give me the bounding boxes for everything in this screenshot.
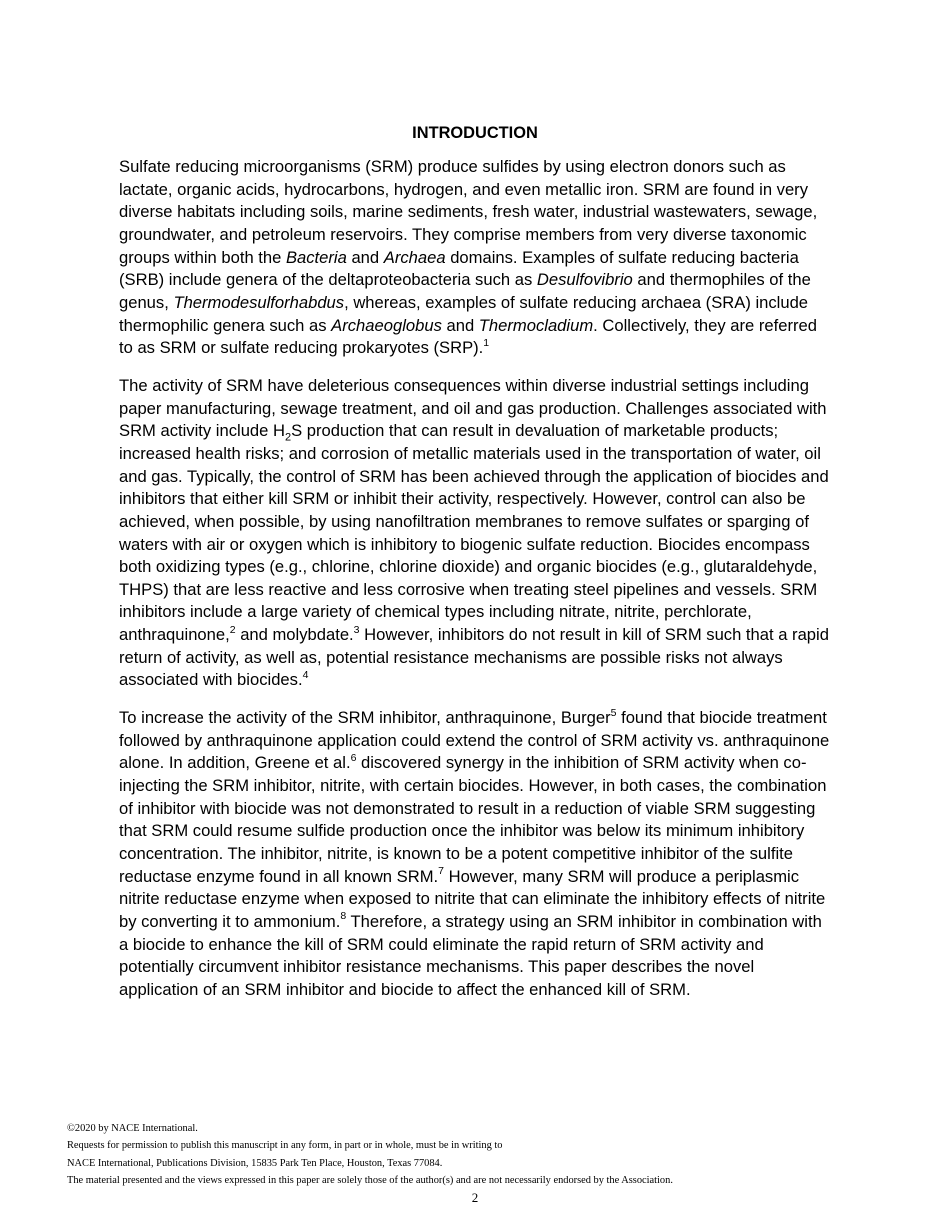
text-run: and thermophiles of the genus, bbox=[119, 270, 811, 312]
text-run: , whereas, examples of sulfate reducing archaea (SRA) include thermophilic genera such as bbox=[119, 292, 809, 335]
text-run: However, inhibitors do not result in kill of SRM such that a rapid return of activity, as well as, potential resistance mechanisms are possible risks not always associated with biocides. bbox=[119, 625, 829, 690]
disclaimer-line: The material presented and the views expressed in this paper are solely those of the author(s) and are not necessarily endorsed by the Association. bbox=[67, 1175, 673, 1187]
text-run: and bbox=[346, 247, 384, 267]
citation-superscript: 8 bbox=[340, 910, 347, 923]
text-run: However, many SRM will produce a periplasmic nitrite reductase enzyme when exposed to nitrite that can eliminate the inhibitory effects of nitrite by converting it to ammonium. bbox=[119, 866, 826, 931]
text-run: S production that can result in devaluation of marketable products; increased health risks; and corrosion of metallic materials used in the transportation of water, oil and gas. Typically, the control of SRM has been achieved through the application of biocides and inhibitors that either kill SRM or inhibit their activity, respectively. However, control can also be achieved, when possible, by using nanofiltration membranes to remove sulfates or sparging of waters with air or oxygen which is inhibitory to biogenic sulfate reduction. Biocides encompass both oxidizing types (e.g., chlorine, chlorine dioxide) and organic biocides (e.g., glutaraldehyde, THPS) that are less reactive and less corrosive when treating steel pipelines and vessels. SRM inhibitors include a large variety of chemical types including nitrate, nitrite, perchlorate, anthraquinone, bbox=[119, 421, 829, 645]
italic-term: Archaea bbox=[383, 247, 446, 267]
text-run: discovered synergy in the inhibition of SRM activity when co-injecting the SRM inhibitor, nitrite, with certain biocides. However, in both cases, the combination of inhibitor with biocide was not demonstrated to result in a reduction of viable SRM suggesting that SRM could resume sulfide production once the inhibitor was below its minimum inhibitory concentration. The inhibitor, nitrite, is known to be a potent competitive inhibitor of the sulfite reductase enzyme found in all known SRM. bbox=[119, 753, 827, 886]
italic-term: Thermodesulforhabdus bbox=[173, 292, 345, 312]
subscript: 2 bbox=[285, 431, 292, 444]
text-run: domains. Examples of sulfate reducing bacteria (SRB) include genera of the deltaproteobacteria such as bbox=[119, 247, 799, 290]
text-run: and bbox=[441, 315, 479, 335]
text-run: . Collectively, they are referred to as SRM or sulfate reducing prokaryotes (SRP). bbox=[119, 315, 817, 358]
text-run: Sulfate reducing microorganisms (SRM) produce sulfides by using electron donors such as lactate, organic acids, hydrocarbons, hydrogen, and even metallic iron. SRM are found in very diverse habitats including soils, marine sediments, fresh water, industrial wastewaters, sewage, groundwater, and petroleum reservoirs. They comprise members from very diverse taxonomic groups within both the bbox=[119, 157, 818, 267]
permission-line-1: Requests for permission to publish this manuscript in any form, in part or in whole, must be in writing to bbox=[67, 1140, 503, 1152]
section-heading: INTRODUCTION bbox=[412, 124, 538, 142]
citation-superscript: 6 bbox=[350, 751, 357, 764]
text-run: The activity of SRM have deleterious consequences within diverse industrial settings including paper manufacturing, sewage treatment, and oil and gas production. Challenges associated with SRM activity include H bbox=[119, 375, 827, 441]
text-run: and molybdate. bbox=[235, 625, 354, 645]
page-number: 2 bbox=[471, 1190, 479, 1205]
intro-paragraph-2 bbox=[119, 375, 831, 692]
intro-paragraph-1 bbox=[119, 156, 831, 360]
copyright-line: ©2020 by NACE International. bbox=[67, 1123, 198, 1134]
text-run: To increase the activity of the SRM inhibitor, anthraquinone, Burger bbox=[119, 708, 611, 728]
italic-term: Thermocladium bbox=[478, 315, 594, 335]
citation-superscript: 5 bbox=[610, 706, 617, 719]
italic-term: Bacteria bbox=[285, 247, 347, 267]
body-content bbox=[119, 122, 831, 1017]
italic-term: Archaeoglobus bbox=[331, 315, 442, 335]
intro-paragraph-3 bbox=[119, 707, 831, 1002]
citation-superscript: 2 bbox=[229, 623, 236, 636]
citation-superscript: 3 bbox=[353, 623, 360, 636]
permission-line-2: NACE International, Publications Division, 15835 Park Ten Place, Houston, Texas 77084. bbox=[67, 1157, 443, 1169]
text-run: found that biocide treatment followed by anthraquinone application could extend the control of SRM activity vs. anthraquinone alone. In addition, Greene et al. bbox=[119, 708, 830, 773]
italic-term: Desulfovibrio bbox=[536, 270, 633, 290]
citation-superscript: 7 bbox=[438, 865, 444, 878]
citation-superscript: 1 bbox=[483, 336, 490, 349]
text-run: Therefore, a strategy using an SRM inhibitor in combination with a biocide to enhance the kill of SRM could eliminate the rapid return of SRM activity and potentially circumvent inhibitor resistance mechanisms. This paper describes the novel application of an SRM inhibitor and biocide to affect the enhanced kill of SRM. bbox=[119, 912, 822, 999]
citation-superscript: 4 bbox=[302, 668, 309, 681]
page-footer bbox=[67, 1120, 887, 1190]
